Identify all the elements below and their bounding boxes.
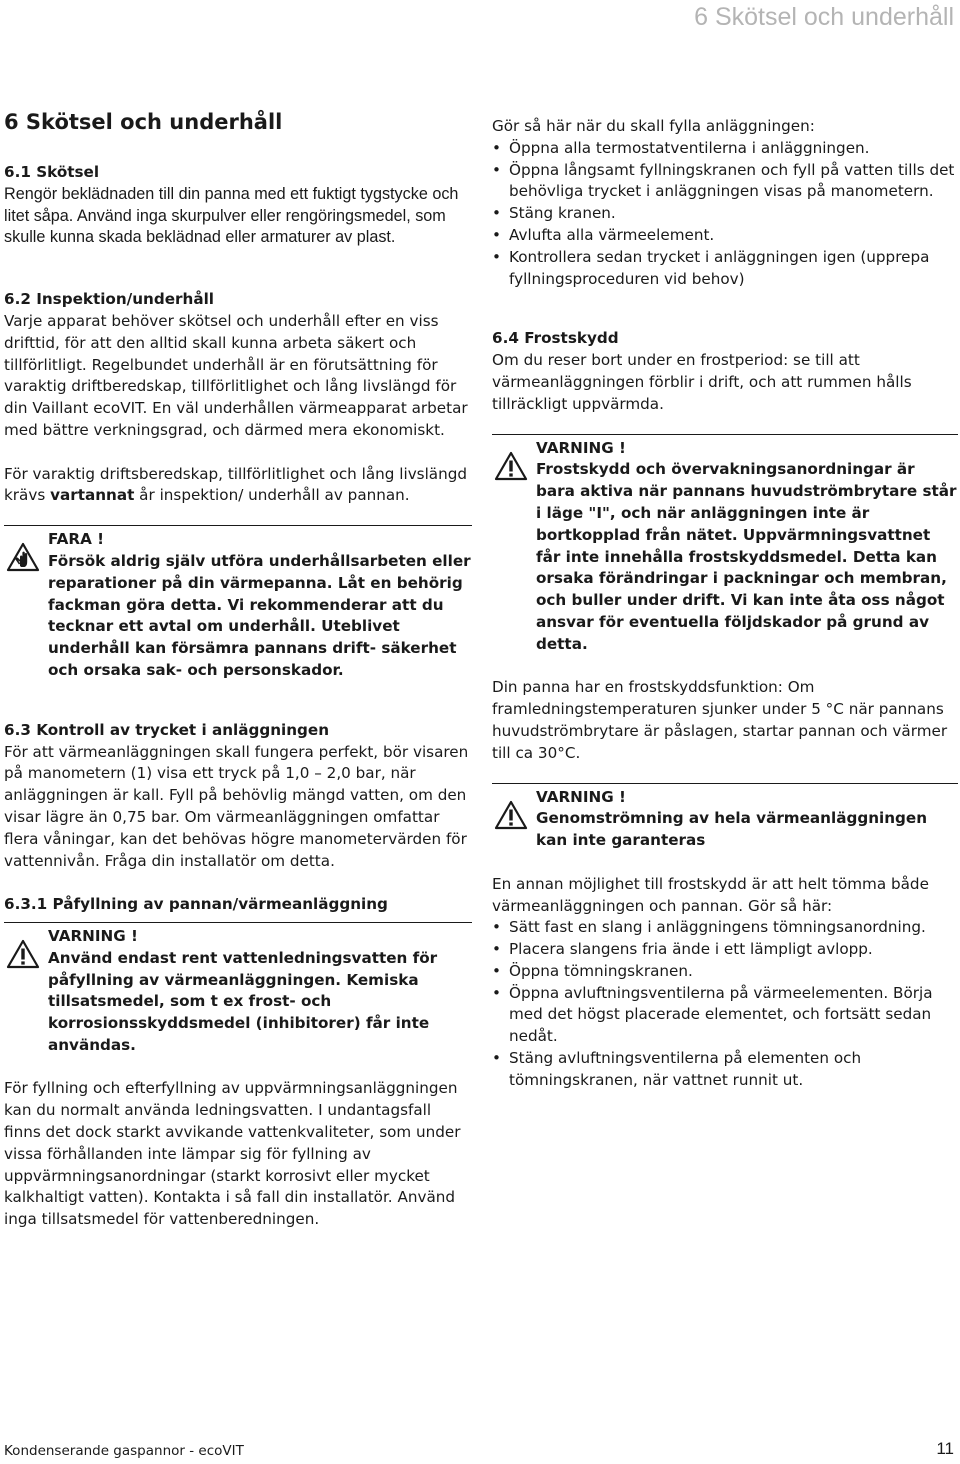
list-item: • Öppna långsamt fyllningskranen och fyll på vatten tills det behövliga trycket i anläggningen visas på manometern. <box>492 160 958 204</box>
warning-heading: VARNING ! <box>536 438 626 457</box>
section-6-4-text: Om du reser bort under en frostperiod: se till att värmeanläggningen förblir i drift, och att rummen hålls tillräckligt uppvärmda. <box>492 351 912 413</box>
footer-product: Kondenserande gaspannor - ecoVIT <box>4 1443 244 1459</box>
right-column <box>492 116 958 1092</box>
drain-intro: En annan möjlighet till frostskydd är att helt tömma både värmeanläggningen och pannan. Gör så här: <box>492 874 929 915</box>
text-run: För varaktig driftsberedskap, tillförlitlighet och lång livslängd krävs <box>4 464 468 505</box>
section-6-1-text: Rengör beklädnaden till din panna med ett fuktigt tygstycke och litet såpa. Använd inga skurpulver eller rengöringsmedel, som skulle kunna skada beklädnad eller armaturer av plast. <box>4 184 459 247</box>
exclamation-triangle-icon <box>6 939 40 969</box>
section-6-3-heading: 6.3 Kontroll av trycket i anläggningen <box>4 720 330 739</box>
warning-heading: VARNING ! <box>48 926 138 945</box>
section-6-1-heading: 6.1 Skötsel <box>4 163 100 181</box>
danger-heading: FARA ! <box>48 530 105 549</box>
warning-box-circulation <box>492 783 958 852</box>
section-6-2-heading: 6.2 Inspektion/underhåll <box>4 290 214 309</box>
section-6-3-1-heading: 6.3.1 Påfyllning av pannan/värmeanläggning <box>4 895 388 914</box>
list-item: • Öppna tömningskranen. <box>492 961 958 983</box>
drain-steps-list <box>492 917 958 1091</box>
fill-water-text: För fyllning och efterfyllning av uppvärmningsanläggningen kan du normalt använda ledningsvatten. I undantagsfall finns det dock starkt avvikande vattenkvaliteter, som under vissa förhållanden inte lämpar sig för fyllning av uppvärmningsanordningar (starkt korrosivt eller mycket kalkhaltigt vatten). Kontakta i så fall din installatör. Använd inga tillsatsmedel för vattenberedningen. <box>4 1079 461 1229</box>
running-header: 6 Skötsel och underhåll <box>694 3 954 31</box>
warning-text: Frostskydd och övervakningsanordningar är bara aktiva när pannans huvudströmbrytare står i läge "I", och när anläggningen inte är bortkopplad från nätet. Uppvärmningsvattnet får inte innehålla frostskyddsmedel. Detta kan orsaka förändringar i packningar och membran, och buller under drift. Vi kan inte åta oss något ansvar för eventuella följdskador på grund av detta. <box>536 460 957 653</box>
warning-box-frost <box>492 434 958 656</box>
list-item: • Sätt fast en slang i anläggningens tömningsanordning. <box>492 917 958 939</box>
section-6-3-text: För att värmeanläggningen skall fungera perfekt, bör visaren på manometern (1) visa ett tryck på 1,0 – 2,0 bar, när anläggningen är kall. Fyll på behövlig mängd vatten, om den visar lägre än 0,75 bar. Om värmeanläggningen omfattar flera våningar, kan det behövas högre manometervärden för vattennivån. Fråga din installatör om detta. <box>4 742 469 870</box>
emphasis-vartannat: vartannat <box>50 486 135 505</box>
list-item: • Avlufta alla värmeelement. <box>492 225 958 247</box>
list-item: • Öppna alla termostatventilerna i anläggningen. <box>492 138 958 160</box>
list-item: • Stäng kranen. <box>492 203 958 225</box>
text-run: år inspektion/ underhåll av pannan. <box>134 486 410 505</box>
frost-function-text: Din panna har en frostskyddsfunktion: Om framledningstemperaturen sjunker under 5 °C när pannans huvudströmbrytare är påslagen, startar pannan och värmer till ca 30°C. <box>492 678 948 762</box>
page-number: 11 <box>936 1439 954 1458</box>
list-item: • Öppna avluftningsventilerna på värmeelementen. Börja med det högst placerade elementet, och fortsätt sedan nedåt. <box>492 983 958 1048</box>
fill-intro: Gör så här när du skall fylla anläggningen: <box>492 117 815 135</box>
warning-text: Genomströmning av hela värmeanläggningen kan inte garanteras <box>536 809 928 850</box>
warning-box-refill <box>4 922 472 1057</box>
section-6-4-heading: 6.4 Frostskydd <box>492 329 619 348</box>
exclamation-triangle-icon <box>494 800 528 830</box>
left-column <box>4 108 472 1231</box>
warning-text: Använd endast rent vattenledningsvatten för påfyllning av värmeanläggningen. Kemiska tillsatsmedel, som t ex frost- och korrosionsskyddsmedel (inhibitorer) får inte användas. <box>48 948 438 1054</box>
hand-warning-icon <box>6 542 40 572</box>
list-item: • Kontrollera sedan trycket i anläggningen igen (upprepa fyllningsproceduren vid behov) <box>492 247 958 291</box>
list-item: • Stäng avluftningsventilerna på elementen och tömningskranen, när vattnet runnit ut. <box>492 1048 958 1092</box>
danger-text: Försök aldrig själv utföra underhållsarbeten eller reparationer på din värmepanna. Låt en behörig fackman göra detta. Vi rekommenderar att du tecknar ett avtal om underhåll. Uteblivet underhåll kan försämra pannans drift- säkerhet och orsaka sak- och personskador. <box>48 551 471 679</box>
chapter-title: 6 Skötsel och underhåll <box>4 110 283 134</box>
list-item: • Placera slangens fria ände i ett lämpligt avlopp. <box>492 939 958 961</box>
fill-steps-list <box>492 138 958 291</box>
exclamation-triangle-icon <box>494 451 528 481</box>
section-6-2-text: Varje apparat behöver skötsel och underhåll efter en viss drifttid, för att den alltid skall kunna arbeta säkert och tillförlitligt. Regelbundet underhåll är en förutsättning för varaktig driftberedskap, tillförlitlighet och lång livslängd för din Vaillant ecoVIT. En väl underhållen värmeapparat arbetar med bättre verkningsgrad, och därmed mera ekonomiskt. <box>4 311 468 439</box>
warning-heading: VARNING ! <box>536 787 626 806</box>
section-6-2-text-2 <box>4 464 472 508</box>
danger-box <box>4 525 472 682</box>
